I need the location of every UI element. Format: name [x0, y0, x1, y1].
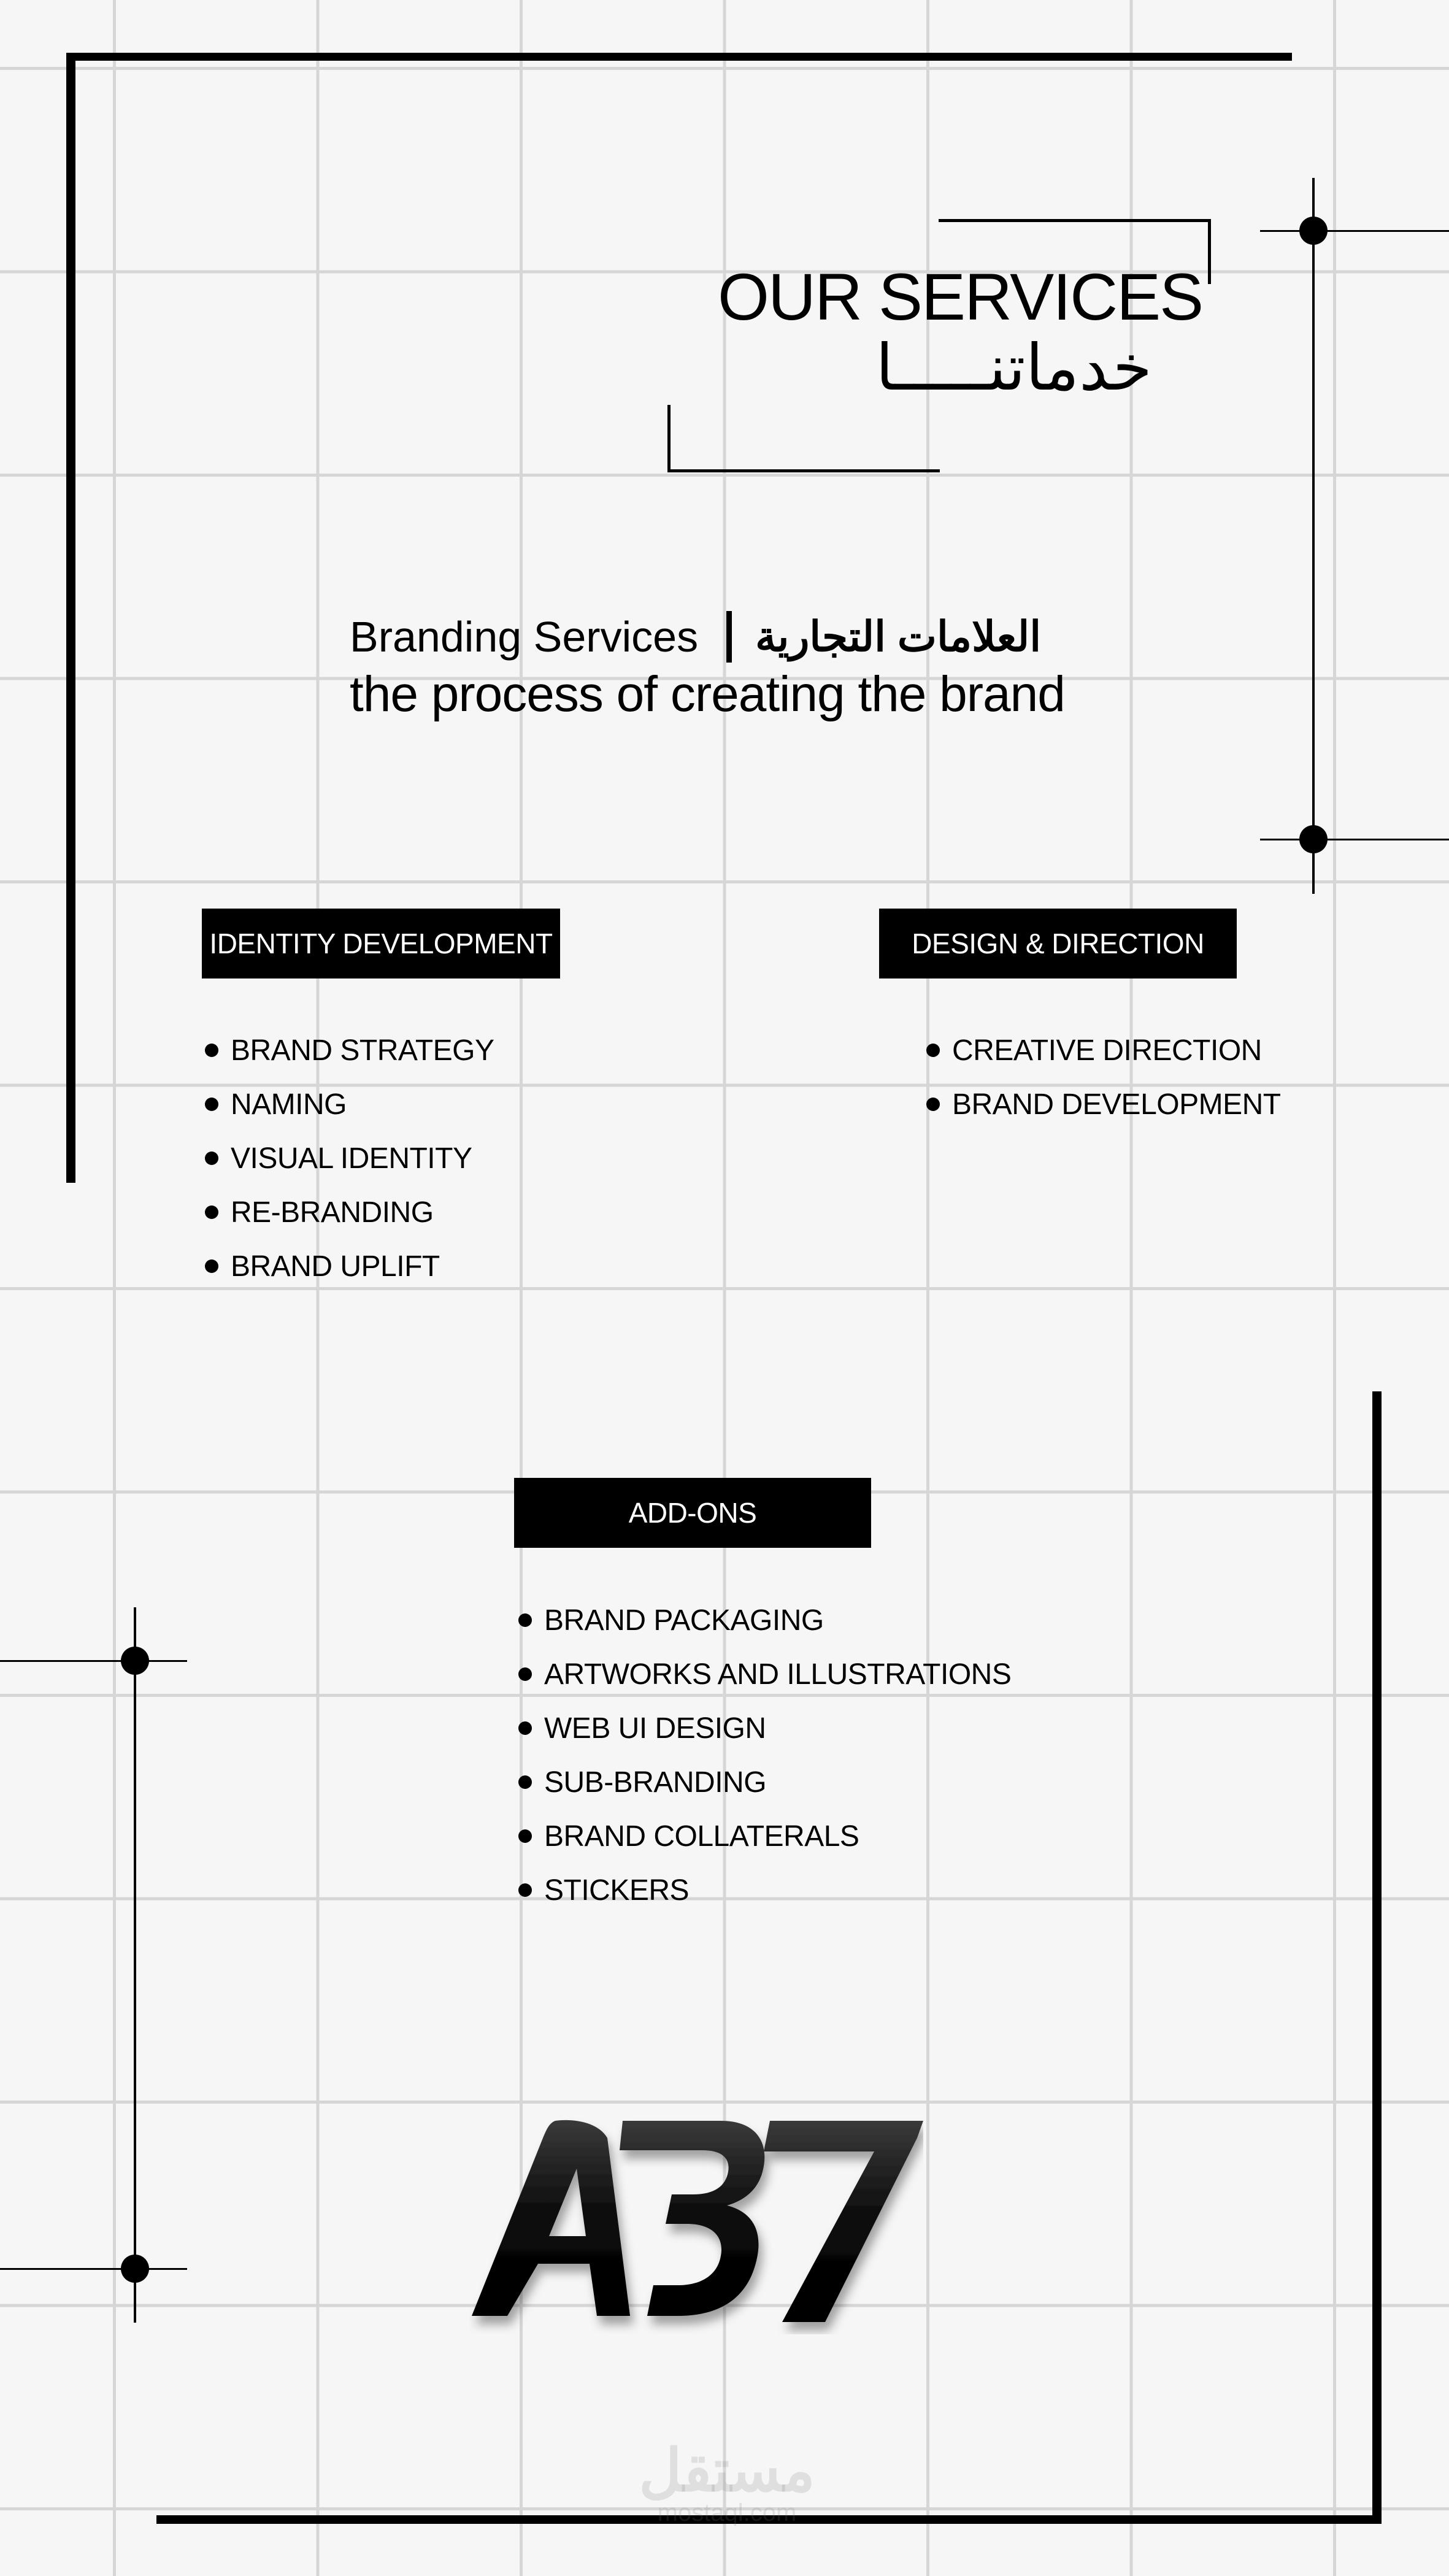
left-ornament-top-line	[0, 1660, 187, 1662]
bullet-icon	[205, 1152, 218, 1165]
logo-letter-b	[620, 2121, 764, 2316]
bullet-icon	[518, 1613, 532, 1627]
ab7-logo	[469, 2113, 923, 2334]
logo-letter-a	[472, 2120, 630, 2316]
list-item: ARTWORKS AND ILLUSTRATIONS	[518, 1647, 1011, 1701]
bullet-icon	[518, 1775, 532, 1789]
title-bracket-top-vertical	[1208, 219, 1211, 284]
watermark	[638, 2438, 816, 2526]
heading-separator	[726, 611, 732, 663]
identity-development-list	[205, 1023, 494, 1293]
list-item: BRAND STRATEGY	[205, 1023, 494, 1077]
left-ornament-bottom-dot	[121, 2255, 149, 2283]
design-direction-label: DESIGN & DIRECTION	[879, 909, 1237, 978]
left-ornament-vertical-line	[134, 1607, 136, 2323]
watermark-arabic: مستقل	[639, 2438, 815, 2504]
list-item: VISUAL IDENTITY	[205, 1131, 494, 1185]
title-bracket-top-horizontal	[939, 219, 1211, 222]
frame-top-bar	[66, 53, 1292, 61]
bullet-icon	[518, 1883, 532, 1897]
right-ornament-bottom-dot	[1299, 825, 1328, 853]
logo-digit-7	[764, 2121, 923, 2322]
bullet-icon	[205, 1205, 218, 1219]
frame-left-bar	[66, 53, 75, 1183]
add-ons-label: ADD-ONS	[514, 1478, 871, 1548]
list-item: NAMING	[205, 1077, 494, 1131]
list-item: CREATIVE DIRECTION	[926, 1023, 1281, 1077]
list-item: WEB UI DESIGN	[518, 1701, 1011, 1755]
title-bracket-bottom-vertical	[667, 405, 671, 472]
page-title-arabic: خدماتنـــــا	[875, 333, 1152, 404]
list-item: STICKERS	[518, 1863, 1011, 1917]
heading-english: Branding Services	[350, 613, 699, 661]
bullet-icon	[926, 1044, 940, 1057]
heading-subtitle: the process of creating the brand	[350, 666, 1065, 722]
list-item: SUB-BRANDING	[518, 1755, 1011, 1809]
list-item: BRAND COLLATERALS	[518, 1809, 1011, 1863]
title-bracket-bottom-horizontal	[667, 469, 940, 472]
list-item: BRAND DEVELOPMENT	[926, 1077, 1281, 1131]
bullet-icon	[518, 1721, 532, 1735]
page-title: OUR SERVICES	[718, 260, 1203, 334]
list-item: BRAND PACKAGING	[518, 1593, 1011, 1647]
bullet-icon	[518, 1667, 532, 1681]
design-direction-list	[926, 1023, 1281, 1131]
add-ons-list	[518, 1593, 1011, 1917]
left-ornament-bottom-line	[0, 2268, 187, 2270]
heading-arabic: العلامات التجارية	[755, 613, 1042, 660]
bullet-icon	[518, 1829, 532, 1843]
list-item: BRAND UPLIFT	[205, 1239, 494, 1293]
right-ornament-top-dot	[1299, 217, 1328, 245]
bullet-icon	[205, 1044, 218, 1057]
bullet-icon	[205, 1098, 218, 1111]
right-ornament-bottom-line	[1260, 839, 1449, 840]
section-heading	[350, 609, 1043, 664]
list-item: RE-BRANDING	[205, 1185, 494, 1239]
bullet-icon	[205, 1259, 218, 1273]
frame-right-bar	[1372, 1391, 1382, 2524]
identity-development-label: IDENTITY DEVELOPMENT	[202, 909, 560, 978]
right-ornament-vertical-line	[1312, 178, 1315, 894]
right-ornament-top-line	[1260, 230, 1449, 232]
watermark-url: mostaql.com	[657, 2499, 797, 2526]
bullet-icon	[926, 1098, 940, 1111]
left-ornament-top-dot	[121, 1647, 149, 1675]
